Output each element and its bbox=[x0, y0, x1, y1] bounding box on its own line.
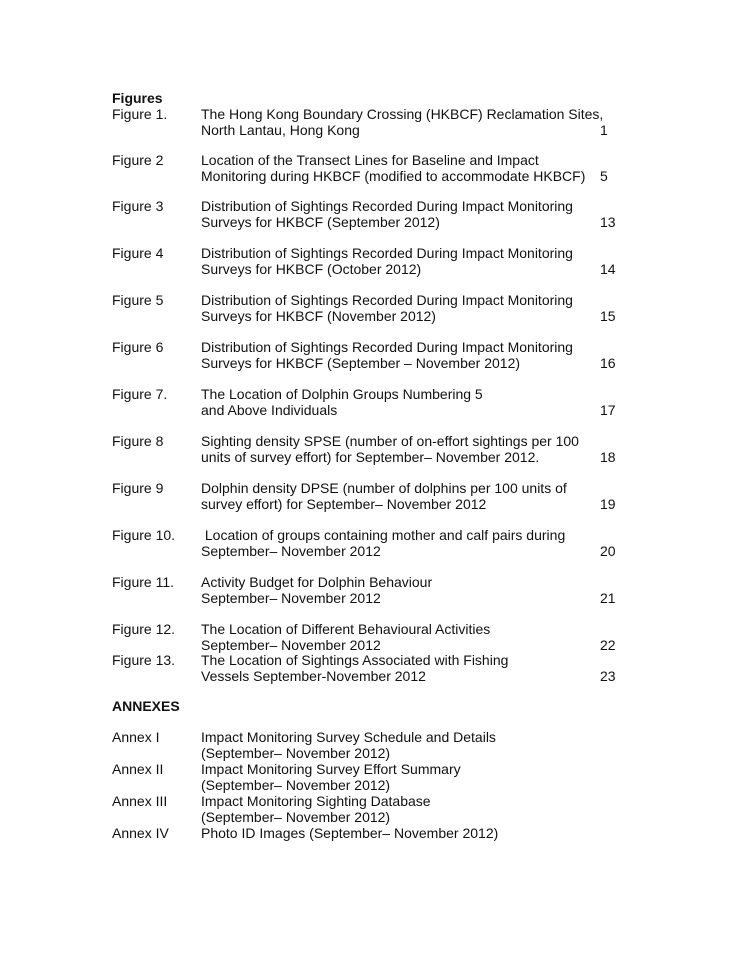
figure-label: Figure 10. bbox=[112, 527, 176, 543]
figure-label: Figure 1. bbox=[112, 106, 168, 122]
figure-title-line: Surveys for HKBCF (November 2012) bbox=[201, 308, 436, 324]
figure-title-line: Surveys for HKBCF (September 2012) bbox=[201, 214, 440, 230]
figure-title bbox=[201, 198, 596, 230]
figure-title-line: Distribution of Sightings Recorded During Impact Monitoring bbox=[201, 198, 573, 214]
figure-label: Figure 9 bbox=[112, 480, 164, 496]
annex-title-line: Impact Monitoring Sighting Database bbox=[201, 793, 431, 809]
annex-title bbox=[201, 825, 596, 841]
figure-entry bbox=[0, 480, 756, 514]
annex-label: Annex I bbox=[112, 729, 160, 745]
figure-title-line: Location of the Transect Lines for Baseline and Impact bbox=[201, 152, 539, 168]
figure-entry bbox=[0, 621, 756, 655]
annex-title-line: (September– November 2012) bbox=[201, 809, 391, 825]
figure-entry bbox=[0, 527, 756, 561]
figure-title-line: Vessels September-November 2012 bbox=[201, 668, 426, 684]
figure-label: Figure 2 bbox=[112, 152, 164, 168]
figure-label: Figure 4 bbox=[112, 245, 164, 261]
figure-page-number: 18 bbox=[600, 449, 616, 465]
figure-title-line: and Above Individuals bbox=[201, 402, 338, 418]
annex-title-line: (September– November 2012) bbox=[201, 745, 391, 761]
figure-title-line: The Hong Kong Boundary Crossing (HKBCF) Reclamation Sites, bbox=[201, 106, 604, 122]
figure-title-line: Sighting density SPSE (number of on-effort sightings per 100 bbox=[201, 433, 579, 449]
figure-page-number: 20 bbox=[600, 543, 616, 559]
figure-page-number: 1 bbox=[600, 122, 608, 138]
figure-label: Figure 12. bbox=[112, 621, 176, 637]
figure-entry bbox=[0, 433, 756, 467]
annex-title-line: Impact Monitoring Survey Effort Summary bbox=[201, 761, 461, 777]
annex-label: Annex IV bbox=[112, 825, 169, 841]
annex-label: Annex II bbox=[112, 761, 164, 777]
figure-title-line: The Location of Sightings Associated with Fishing bbox=[201, 652, 509, 668]
figure-title-line: units of survey effort) for September– November 2012. bbox=[201, 449, 540, 465]
figure-entry bbox=[0, 386, 756, 420]
annex-entry bbox=[0, 793, 756, 827]
figure-entry bbox=[0, 106, 756, 140]
figure-title-line: September– November 2012 bbox=[201, 637, 381, 653]
figure-page-number: 19 bbox=[600, 496, 616, 512]
figure-label: Figure 7. bbox=[112, 386, 168, 402]
annex-title-line: (September– November 2012) bbox=[201, 777, 391, 793]
figure-title-line: Location of groups containing mother and calf pairs during bbox=[201, 527, 566, 543]
annexes-heading: ANNEXES bbox=[112, 698, 180, 714]
figure-page-number: 22 bbox=[600, 637, 616, 653]
figure-title-line: Distribution of Sightings Recorded During Impact Monitoring bbox=[201, 339, 573, 355]
annex-title bbox=[201, 761, 596, 793]
figure-title bbox=[201, 574, 596, 606]
figure-entry bbox=[0, 152, 756, 186]
figure-page-number: 14 bbox=[600, 261, 616, 277]
figure-title bbox=[201, 433, 596, 465]
figure-title-line: The Location of Dolphin Groups Numbering 5 bbox=[201, 386, 483, 402]
figure-title bbox=[201, 106, 604, 138]
figures-heading: Figures bbox=[112, 90, 163, 106]
figure-title bbox=[201, 652, 596, 684]
annex-entry bbox=[0, 729, 756, 763]
figure-title-line: The Location of Different Behavioural Activities bbox=[201, 621, 491, 637]
annex-entry bbox=[0, 825, 756, 859]
figure-entry bbox=[0, 292, 756, 326]
figure-page-number: 13 bbox=[600, 214, 616, 230]
annex-label: Annex III bbox=[112, 793, 168, 809]
figure-title-line: Activity Budget for Dolphin Behaviour bbox=[201, 574, 433, 590]
figure-page-number: 5 bbox=[600, 168, 608, 184]
figure-label: Figure 11. bbox=[112, 574, 174, 590]
figure-title-line: North Lantau, Hong Kong bbox=[201, 122, 360, 138]
figure-label: Figure 3 bbox=[112, 198, 164, 214]
figure-title-line: September– November 2012 bbox=[201, 543, 381, 559]
figure-label: Figure 5 bbox=[112, 292, 164, 308]
annex-title bbox=[201, 729, 596, 761]
figure-entry bbox=[0, 574, 756, 608]
figure-entry bbox=[0, 339, 756, 373]
figure-title bbox=[201, 621, 596, 653]
figure-title-line: Distribution of Sightings Recorded During Impact Monitoring bbox=[201, 292, 573, 308]
figure-page-number: 15 bbox=[600, 308, 616, 324]
figure-page-number: 21 bbox=[600, 590, 616, 606]
figure-title-line: September– November 2012 bbox=[201, 590, 381, 606]
annex-title-line: Photo ID Images (September– November 2012) bbox=[201, 825, 499, 841]
annex-title-line: Impact Monitoring Survey Schedule and Details bbox=[201, 729, 496, 745]
figure-title-line: Dolphin density DPSE (number of dolphins per 100 units of bbox=[201, 480, 567, 496]
figure-title bbox=[201, 386, 596, 418]
figure-title bbox=[201, 292, 596, 324]
figure-title bbox=[201, 339, 596, 371]
figure-title bbox=[201, 527, 596, 559]
figure-page-number: 16 bbox=[600, 355, 616, 371]
figure-title-line: Distribution of Sightings Recorded During Impact Monitoring bbox=[201, 245, 573, 261]
figure-title-line: Surveys for HKBCF (September – November 2012) bbox=[201, 355, 521, 371]
figure-title bbox=[201, 245, 596, 277]
figure-entry bbox=[0, 652, 756, 686]
figure-title bbox=[201, 480, 596, 512]
figure-label: Figure 8 bbox=[112, 433, 164, 449]
figure-entry bbox=[0, 245, 756, 279]
figure-title-line: Monitoring during HKBCF (modified to accommodate HKBCF) bbox=[201, 168, 586, 184]
figure-title bbox=[201, 152, 596, 184]
figure-label: Figure 13. bbox=[112, 652, 176, 668]
figure-title-line: survey effort) for September– November 2012 bbox=[201, 496, 487, 512]
figure-page-number: 23 bbox=[600, 668, 616, 684]
annex-entry bbox=[0, 761, 756, 795]
figure-title-line: Surveys for HKBCF (October 2012) bbox=[201, 261, 422, 277]
figure-label: Figure 6 bbox=[112, 339, 164, 355]
figure-page-number: 17 bbox=[600, 402, 616, 418]
annex-title bbox=[201, 793, 596, 825]
figure-entry bbox=[0, 198, 756, 232]
